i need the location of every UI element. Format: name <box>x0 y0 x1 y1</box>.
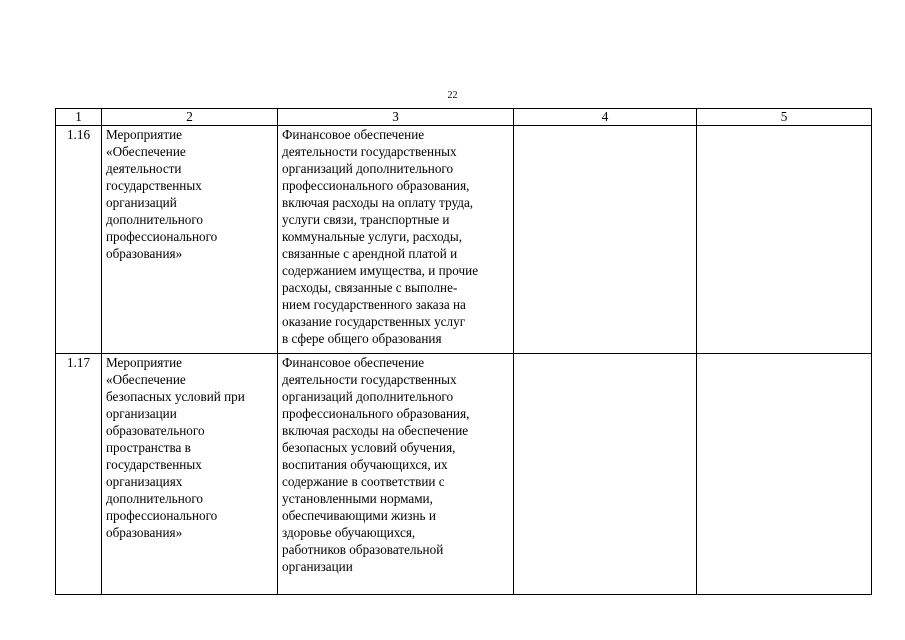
row-number: 1.16 <box>56 126 102 354</box>
event-name-cell <box>102 354 278 595</box>
row-number: 1.17 <box>56 354 102 595</box>
page-number: 22 <box>447 90 458 101</box>
description-cell <box>278 126 514 354</box>
table-body <box>56 126 872 595</box>
event-description: Финансовое обеспечение деятельности государственных организаций дополнительного профессионального образования, включая расходы на оплату труда, услуги связи, транспортные и коммунальные услуги, расходы, связанные с арендной платой и содержанием имущества, и прочие расходы, связанные с выполне- нием государственного заказа на оказание государственных услуг в сфере общего образования <box>282 127 479 346</box>
event-name-cell <box>102 126 278 354</box>
table-row <box>56 126 872 354</box>
program-table <box>55 108 872 595</box>
event-description: Финансовое обеспечение деятельности государственных организаций дополнительного профессионального образования, включая расходы на обеспечение безопасных условий обучения, воспитания обучающихся, их содержание в соответствии с установленными нормами, обеспечивающими жизнь и здоровье обучающихся, работников образовательной организации <box>282 355 470 574</box>
col4-cell <box>514 354 697 595</box>
header-col-1: 1 <box>56 109 102 126</box>
col5-cell <box>697 126 872 354</box>
col5-cell <box>697 354 872 595</box>
header-col-2: 2 <box>102 109 278 126</box>
header-col-4: 4 <box>514 109 697 126</box>
header-col-5: 5 <box>697 109 872 126</box>
header-col-3: 3 <box>278 109 514 126</box>
description-cell <box>278 354 514 595</box>
event-name: Мероприятие «Обеспечение безопасных условий при организации образовательного пространства в государственных организациях дополнительного профессионального образования» <box>106 355 245 540</box>
header-row <box>56 109 872 126</box>
event-name: Мероприятие «Обеспечение деятельности государственных организаций дополнительного профессионального образования» <box>106 127 218 261</box>
table-row <box>56 354 872 595</box>
col4-cell <box>514 126 697 354</box>
table-header <box>56 109 872 126</box>
